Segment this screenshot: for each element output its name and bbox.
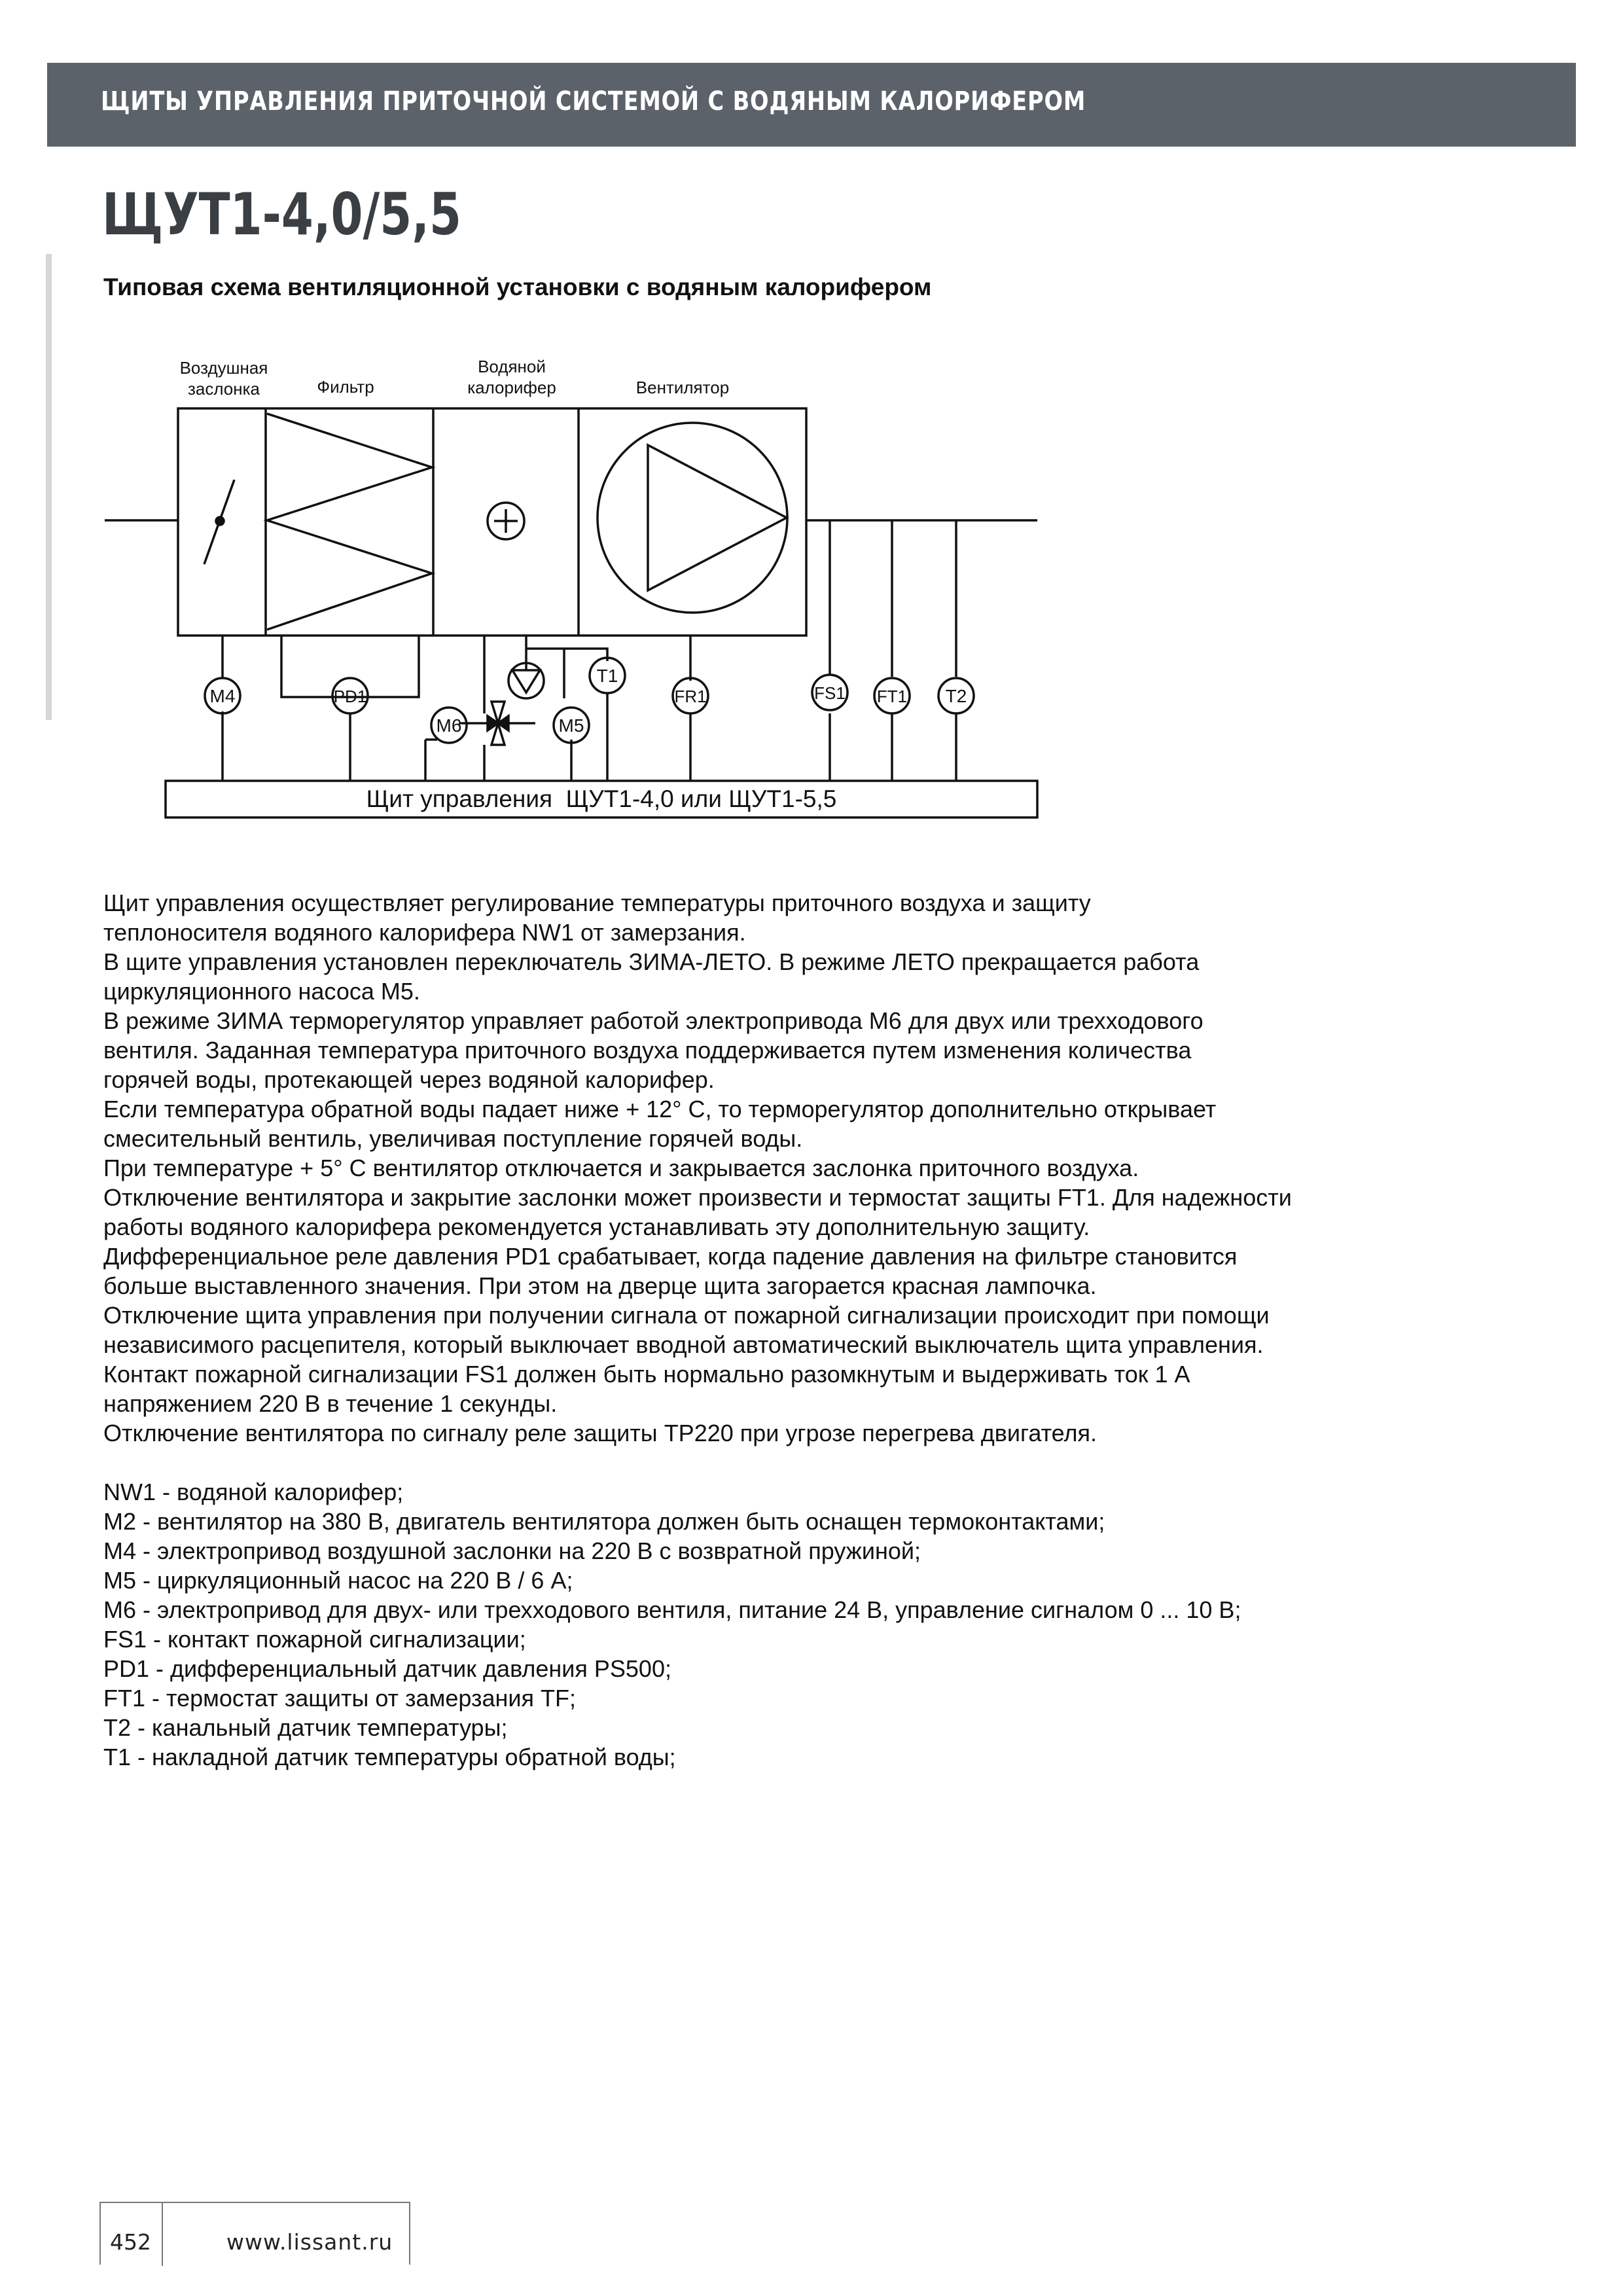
heater-plus-icon — [488, 503, 524, 539]
description-line: вентиля. Заданная температура приточного воздуха поддерживается путем изменения количества — [103, 1037, 1192, 1064]
legend-item: M6 - электропривод для двух- или трехходового вентиля, питание 24 В, управление сигналом 0 ... 10 В; — [103, 1596, 1241, 1623]
legend-item: M5 - циркуляционный насос на 220 В / 6 А; — [103, 1567, 573, 1594]
m6-label: M6 — [436, 715, 462, 736]
fan-icon — [597, 423, 787, 613]
description-line: В режиме ЗИМА терморегулятор управляет работой электропривода M6 для двух или трехходового — [103, 1007, 1204, 1034]
section-title: ЩИТЫ УПРАВЛЕНИЯ ПРИТОЧНОЙ СИСТЕМОЙ С ВОДЯНЫМ КАЛОРИФЕРОМ — [101, 86, 1086, 117]
t2-label: T2 — [945, 686, 967, 706]
caption-fan: Вентилятор — [635, 378, 730, 397]
description-line: Щит управления осуществляет регулирование температуры приточного воздуха и защиту — [103, 889, 1091, 916]
footer-divider — [162, 2203, 163, 2266]
m4-label: M4 — [209, 686, 236, 706]
description-line: смесительный вентиль, увеличивая поступление горячей воды. — [103, 1125, 803, 1152]
legend-item: T1 - накладной датчик температуры обратной воды; — [103, 1744, 676, 1770]
description-line: В щите управления установлен переключатель ЗИМА-ЛЕТО. В режиме ЛЕТО прекращается работа — [103, 948, 1200, 975]
t2-device — [938, 678, 974, 713]
damper-icon — [204, 480, 234, 564]
caption-damper-1: Воздушная — [179, 358, 268, 378]
description-line: больше выставленного значения. При этом на дверце щита загорается красная лампочка. — [103, 1272, 1097, 1299]
pd1-device — [332, 678, 368, 713]
description-text — [103, 888, 1576, 1448]
m5-device — [554, 708, 589, 743]
description-line: Контакт пожарной сигнализации FS1 должен быть нормально разомкнутым и выдерживать ток 1 А — [103, 1361, 1190, 1388]
fr1-label: FR1 — [674, 687, 707, 706]
legend-item: M4 - электропривод воздушной заслонки на 220 В с возвратной пружиной; — [103, 1537, 921, 1564]
description-line: При температуре + 5° С вентилятор отключается и закрывается заслонка приточного воздуха. — [103, 1155, 1139, 1181]
description-line: циркуляционного насоса M5. — [103, 978, 420, 1005]
pd1-label: PD1 — [333, 687, 367, 706]
m5-label: M5 — [558, 715, 584, 736]
m6-device — [431, 708, 467, 743]
description-line: работы водяного калорифера рекомендуется устанавливать эту дополнительную защиту. — [103, 1213, 1090, 1240]
description-line: Дифференциальное реле давления PD1 срабатывает, когда падение давления на фильтре становится — [103, 1243, 1238, 1270]
legend-item: NW1 - водяной калорифер; — [103, 1479, 404, 1505]
description-line: независимого расцепителя, который выключает вводной автоматический выключатель щита управления. — [103, 1331, 1264, 1358]
description-line: горячей воды, протекающей через водяной калорифер. — [103, 1066, 715, 1093]
description-line: напряжением 220 В в течение 1 секунды. — [103, 1390, 558, 1417]
fs1-device — [812, 675, 847, 710]
scheme-title: Типовая схема вентиляционной установки с водяным калорифером — [103, 274, 932, 300]
three-way-valve-icon — [488, 702, 508, 745]
caption-damper-2: заслонка — [187, 379, 260, 399]
ft1-label: FT1 — [876, 687, 908, 706]
fs1-label: FS1 — [814, 683, 846, 703]
control-panel-label: Щит управления ЩУТ1-4,0 или ЩУТ1-5,5 — [366, 785, 837, 812]
t1-label: T1 — [596, 666, 618, 686]
caption-filter: Фильтр — [317, 377, 374, 397]
legend-item: PD1 - дифференциальный датчик давления PS500; — [103, 1655, 671, 1682]
description-line: Отключение щита управления при получении сигнала от пожарной сигнализации происходит при помощи — [103, 1302, 1270, 1329]
description-line: Отключение вентилятора и закрытие заслонки может произвести и термостат защиты FT1. Для надежности — [103, 1184, 1292, 1211]
caption-heater-2: калорифер — [467, 378, 556, 397]
site-url: www.lissant.ru — [226, 2229, 393, 2255]
m4-device — [205, 678, 240, 713]
filter-icon — [267, 414, 432, 630]
fr1-device — [673, 678, 708, 713]
description-line: Отключение вентилятора по сигналу реле защиты TP220 при угрозе перегрева двигателя. — [103, 1420, 1097, 1446]
page-footer — [99, 2202, 410, 2265]
model-title: ЩУТ1-4,0/5,5 — [102, 181, 461, 248]
legend-item: M2 - вентилятор на 380 В, двигатель вентилятора должен быть оснащен термоконтактами; — [103, 1508, 1105, 1535]
panel-wiring — [223, 636, 956, 781]
device-legend — [103, 1477, 1576, 1772]
caption-heater-1: Водяной — [478, 357, 546, 376]
legend-item: FT1 - термостат защиты от замерзания TF; — [103, 1685, 576, 1712]
description-line: теплоносителя водяного калорифера NW1 от замерзания. — [103, 919, 746, 946]
legend-item: T2 - канальный датчик температуры; — [103, 1714, 508, 1741]
ft1-device — [874, 678, 910, 713]
ventilation-scheme-diagram — [0, 0, 1623, 851]
legend-item: FS1 - контакт пожарной сигнализации; — [103, 1626, 526, 1653]
description-line: Если температура обратной воды падает ниже + 12° С, то терморегулятор дополнительно открывает — [103, 1096, 1217, 1122]
page-number: 452 — [110, 2229, 151, 2255]
t1-device — [590, 658, 625, 693]
